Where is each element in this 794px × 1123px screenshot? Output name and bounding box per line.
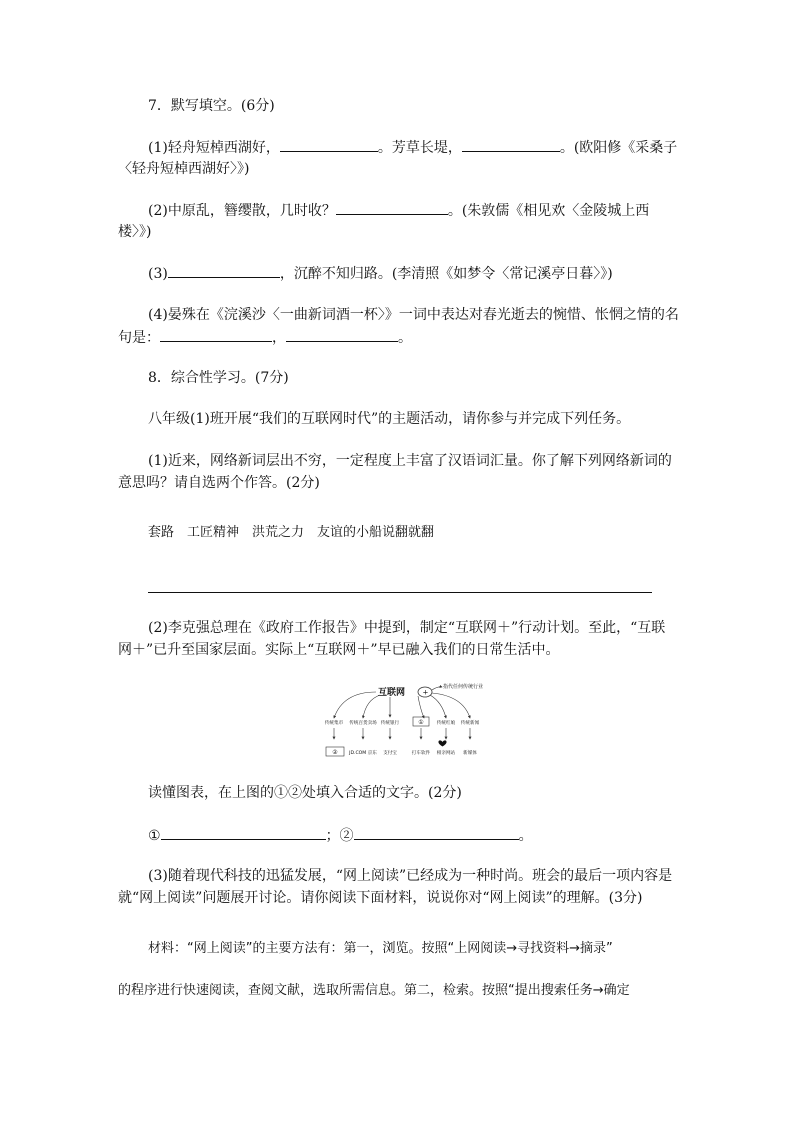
answer-blank-4[interactable] — [168, 263, 280, 278]
answer-label-1: ① — [148, 828, 161, 844]
diagram-plus-sign: + — [422, 688, 429, 697]
q8-intro: 八年级(1)班开展“我们的互联网时代”的主题活动，请你参与并完成下列任务。 — [148, 411, 631, 427]
q7-item4-text-c: ， — [272, 330, 286, 346]
answer-blank-3[interactable] — [336, 200, 448, 215]
diagram-top-label-1: 传统集市 — [324, 721, 344, 726]
q8-part1-line1: (1)近来，网络新词层出不穷，一定程度上丰富了汉语词汇量。你了解下列网络新词的 — [148, 453, 672, 469]
q7-item4-line1: (4)晏殊在《浣溪沙〈一曲新词酒一杯〉》一词中表达对春光逝去的惋惜、怅惘之情的名 — [148, 307, 679, 323]
diagram-center-label: 互联网 — [378, 688, 406, 698]
q8-title: 8．综合性学习。(7分) — [148, 370, 289, 386]
q7-item1-line2: 〈轻舟短棹西湖好〉》) — [118, 161, 250, 177]
answer-label-2: ；② — [325, 828, 354, 844]
diagram-bottom-label-3: 支付宝 — [383, 751, 397, 756]
answer-line-part1[interactable] — [148, 592, 652, 593]
diagram-top-label-4: ① — [418, 719, 424, 726]
arc-arrow-4 — [418, 696, 424, 718]
answer-blank-diagram-1[interactable] — [161, 825, 326, 840]
q7-item4-text-b: 句是： — [118, 330, 160, 346]
q7-title: 7．默写填空。(6分) — [148, 98, 275, 114]
diagram-top-label-3: 传统银行 — [380, 721, 400, 726]
answer-blank-5[interactable] — [160, 327, 272, 342]
diagram-bottom-label-5: 相亲网站 — [436, 751, 456, 756]
q7-item2-text-a: (2)中原乱，簪缨散，几时收？ — [148, 203, 336, 219]
network-words: 套路 工匠精神 洪荒之力 友谊的小船说翻就翻 — [148, 525, 435, 540]
internet-plus-diagram — [318, 678, 498, 762]
q7-item4-text-d: 。 — [398, 330, 412, 346]
q8-part1-line2: 意思吗？请自选两个作答。(2分) — [118, 475, 320, 491]
q8-part3-line2: 就“网上阅读”问题展开讨论。请你阅读下面材料，说说你对“网上阅读”的理解。(3分) — [118, 890, 643, 906]
diagram-bottom-label-4: 打车软件 — [411, 751, 431, 756]
q7-item1-text-a: (1)轻舟短棹西湖好， — [148, 140, 280, 156]
q7-item2-line2: 楼〉》) — [118, 224, 152, 240]
answer-blank-6[interactable] — [286, 327, 398, 342]
note-arrow-icon — [432, 687, 442, 690]
diagram-top-label-5: 传统红娘 — [436, 721, 456, 726]
q7-item1-text-c: 。(欧阳修《采桑子 — [559, 140, 678, 156]
answer-blank-1[interactable] — [280, 137, 378, 152]
answer-blank-diagram-2[interactable] — [354, 825, 519, 840]
heart-icon — [438, 740, 446, 746]
q8-part2-answers — [148, 825, 533, 846]
q7-item1-line1 — [148, 137, 677, 158]
answer-blank-2[interactable] — [462, 137, 560, 152]
q7-item3-text-a: (3) — [148, 266, 168, 282]
q7-item2-text-b: 。(朱敦儒《相见欢〈金陵城上西 — [447, 203, 650, 219]
q7-item2-line1 — [148, 200, 649, 221]
q8-part3-line1: (3)随着现代科技的迅猛发展，“网上阅读”已经成为一种时尚。班会的最后一项内容是 — [148, 868, 673, 884]
arc-arrow-5 — [430, 695, 446, 718]
q7-item3 — [148, 263, 613, 284]
diagram-top-label-6: 传统新闻 — [460, 721, 480, 726]
arc-arrow-1 — [334, 692, 376, 718]
q7-item4-line2 — [118, 327, 412, 348]
diagram-bottom-label-1: ② — [332, 749, 338, 756]
arc-arrow-6 — [432, 693, 470, 718]
q7-item1-text-b: 。芳草长堤， — [377, 140, 462, 156]
q7-item3-text-b: ，沉醉不知归路。(李清照《如梦令〈常记溪亭日暮〉》) — [279, 266, 613, 282]
q8-part2-line1: (2)李克强总理在《政府工作报告》中提到，制定“互联网＋”行动计划。至此，“互联 — [148, 620, 666, 636]
diagram-bottom-label-2: JD.COM 京东 — [349, 751, 377, 756]
material-line1: 材料：“网上阅读”的主要方法有：第一，浏览。按照“上网阅读→寻找资料→摘录” — [148, 941, 613, 956]
diagram-bottom-label-6: 新媒体 — [463, 751, 477, 756]
answer-end: 。 — [518, 828, 533, 844]
arc-arrow-2 — [363, 695, 380, 718]
diagram-top-label-2: 传统百货卖场 — [349, 721, 377, 726]
q8-part2-task: 读懂图表，在上图的①②处填入合适的文字。(2分) — [148, 785, 462, 801]
diagram-note: 指代任何传统行业 — [443, 684, 484, 690]
q8-part2-line2: 网＋”已升至国家层面。实际上“互联网＋”早已融入我们的日常生活中。 — [118, 642, 560, 658]
material-line2: 的程序进行快速阅读，查阅文献，选取所需信息。第二，检索。按照“提出搜索任务→确定 — [118, 983, 630, 998]
